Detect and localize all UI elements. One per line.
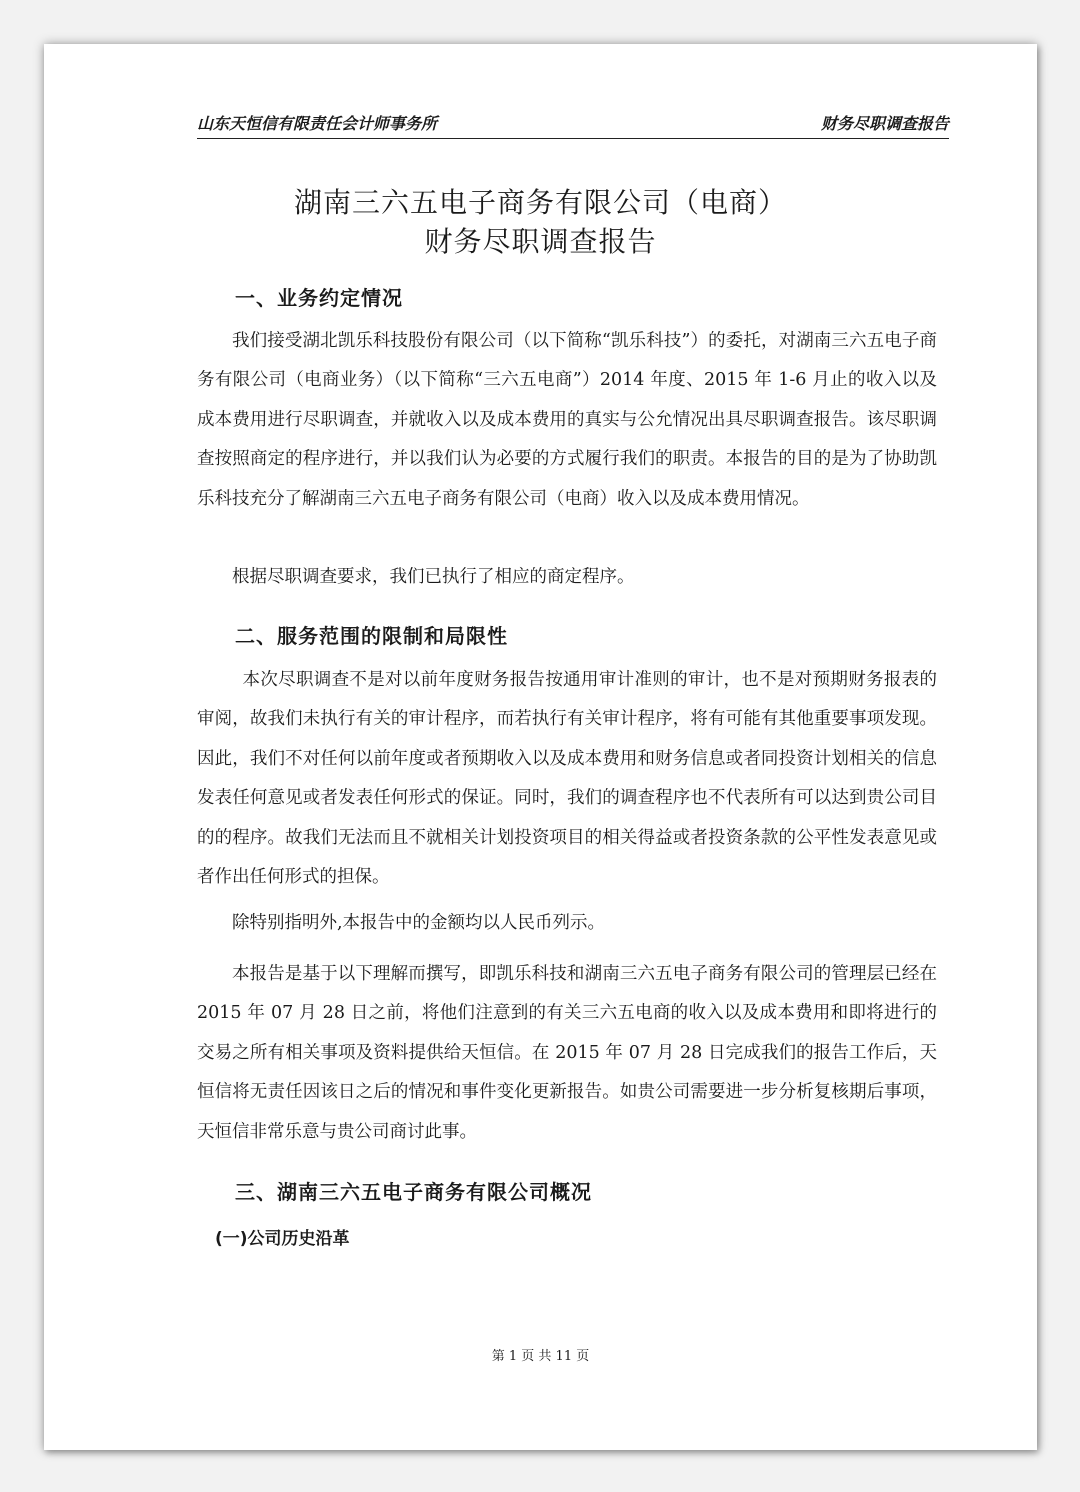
section-2-heading: 二、服务范围的限制和局限性 [235,624,508,648]
header-report-type: 财务尽职调查报告 [820,114,949,133]
page-number: 第 1 页 共 11 页 [491,1349,590,1364]
document-title-line2: 财务尽职调查报告 [424,225,657,258]
section-2-paragraph-1: 本次尽职调查不是对以前年度财务报告按通用审计准则的审计，也不是对预期财务报表的审阅，故我们未执行有关的审计程序，而若执行有关审计程序，将有可能有其他重要事项发现。因此，我们不对任何以前年度或者预期收入以及成本费用和财务信息或者同投资计划相关的信息发表任何意见或者发表任何形式的保证。同时，我们的调查程序也不代表所有可以达到贵公司目的的程序。故我们无法而且不就相关计划投资项目的相关得益或者投资条款的公平性发表意见或者作出任何形式的担保。 [197,670,937,888]
section-1-heading: 一、业务约定情况 [235,286,403,310]
section-2-paragraph-2: 除特别指明外,本报告中的金额均以人民币列示。 [232,913,606,933]
section-3-heading: 三、湖南三六五电子商务有限公司概况 [235,1180,592,1204]
section-2-paragraph-3: 本报告是基于以下理解而撰写，即凯乐科技和湖南三六五电子商务有限公司的管理层已经在 2015 年 07 月 28 日之前，将他们注意到的有关三六五电商的收入以及成本费用和即将进行的交易之所有相关事项及资料提供给天恒信。在 2015 年 07 月 28 日完成我们的报告工作后，天恒信将无责任因该日之后的情况和事件变化更新报告。如贵公司需要进一步分析复核期后事项，天恒信非常乐意与贵公司商讨此事。 [197,964,937,1142]
section-1-paragraph-2: 根据尽职调查要求，我们已执行了相应的商定程序。 [232,567,635,587]
section-3-subheading-1: (一)公司历史沿革 [215,1229,350,1249]
section-1-paragraph-1: 我们接受湖北凯乐科技股份有限公司（以下简称“凯乐科技”）的委托，对湖南三六五电子商务有限公司（电商业务）（以下简称“三六五电商”）2014 年度、2015 年 1-6 月止的收入以及成本费用进行尽职调查，并就收入以及成本费用的真实与公允情况出具尽职调查报告。该尽职调查按照商定的程序进行，并以我们认为必要的方式履行我们的职责。本报告的目的是为了协助凯乐科技充分了解湖南三六五电子商务有限公司（电商）收入以及成本费用情况。 [197,331,937,509]
page-header [197,110,949,139]
header-firm-name: 山东天恒信有限责任会计师事务所 [197,114,438,133]
document-page [44,44,1037,1450]
document-title-line1: 湖南三六五电子商务有限公司（电商） [293,186,787,219]
